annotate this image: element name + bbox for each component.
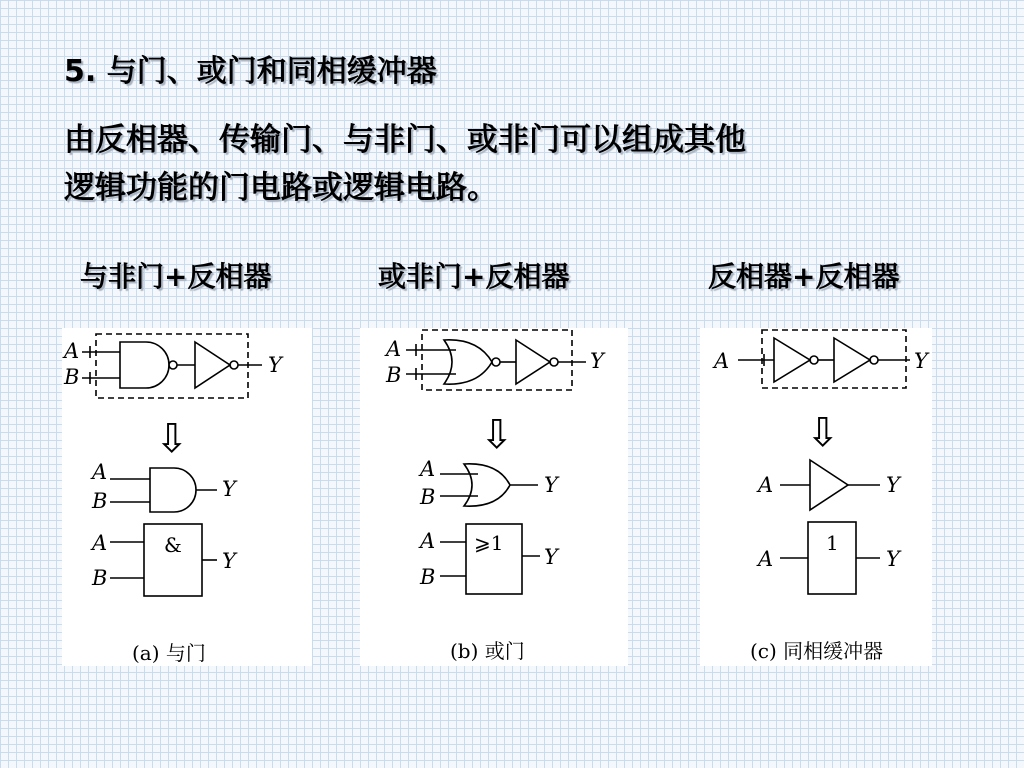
down-arrow-icon: ⇩ — [806, 410, 840, 456]
output-y-label: Y — [268, 353, 282, 377]
and-gate-symbol — [150, 468, 196, 512]
dashed-box — [422, 330, 572, 390]
inverter-symbol — [516, 340, 550, 384]
input-b-label: B — [386, 363, 402, 387]
or-gate-panel — [360, 328, 628, 666]
output-y-label: Y — [544, 473, 558, 497]
and-gate-panel — [62, 328, 312, 666]
down-arrow-icon: ⇩ — [480, 412, 514, 458]
output-y-label: Y — [590, 349, 604, 373]
input-a-label: A — [386, 337, 402, 361]
buffer-caption: (c) 同相缓冲器 — [750, 639, 884, 663]
input-a-label: A — [714, 349, 730, 373]
label-buffer: 反相器+反相器 — [708, 260, 900, 293]
nand-bubble — [169, 361, 177, 369]
output-y-label: Y — [886, 473, 900, 497]
dashed-box — [96, 334, 248, 398]
slide-body-text — [64, 116, 964, 212]
input-a-label: A — [758, 547, 774, 571]
and-symbol-text: & — [164, 533, 182, 557]
buffer-symbol-text: 1 — [826, 531, 839, 555]
output-y-label: Y — [886, 547, 900, 571]
or-symbol-text: ⩾1 — [474, 531, 504, 555]
output-y-label: Y — [222, 549, 236, 573]
input-a-label: A — [758, 473, 774, 497]
or-gate-symbol — [464, 464, 510, 506]
buffer-gate-symbol — [810, 460, 848, 510]
or-caption: (b) 或门 — [450, 639, 525, 663]
output-y-label: Y — [222, 477, 236, 501]
body-line-2: 逻辑功能的门电路或逻辑电路。 — [64, 170, 498, 206]
input-b-label: B — [420, 485, 436, 509]
output-y-label: Y — [914, 349, 928, 373]
input-a-label: A — [92, 531, 108, 555]
inverter-1-symbol — [774, 338, 810, 382]
input-a-label: A — [92, 460, 108, 484]
label-or-gate: 或非门+反相器 — [378, 260, 570, 293]
label-and-gate: 与非门+反相器 — [80, 260, 272, 293]
input-a-label: A — [420, 529, 436, 553]
nor-gate-symbol — [444, 340, 492, 384]
input-a-label: A — [64, 339, 80, 363]
nor-bubble — [492, 358, 500, 366]
output-y-label: Y — [544, 545, 558, 569]
input-b-label: B — [92, 566, 108, 590]
input-a-label: A — [420, 457, 436, 481]
buffer-panel — [700, 328, 932, 666]
input-b-label: B — [64, 365, 80, 389]
inverter-2-symbol — [834, 338, 870, 382]
and-caption: (a) 与门 — [132, 641, 206, 665]
or-gate-diagram — [360, 328, 628, 666]
input-b-label: B — [420, 565, 436, 589]
body-line-1: 由反相器、传输门、与非门、或非门可以组成其他 — [64, 122, 746, 158]
down-arrow-icon: ⇩ — [155, 416, 189, 462]
inverter-symbol — [195, 342, 230, 388]
input-b-label: B — [92, 489, 108, 513]
buffer-diagram — [700, 328, 932, 666]
and-gate-diagram — [62, 328, 312, 666]
nand-gate-symbol — [120, 342, 169, 388]
slide-title: 5. 与门、或门和同相缓冲器 — [64, 54, 437, 89]
